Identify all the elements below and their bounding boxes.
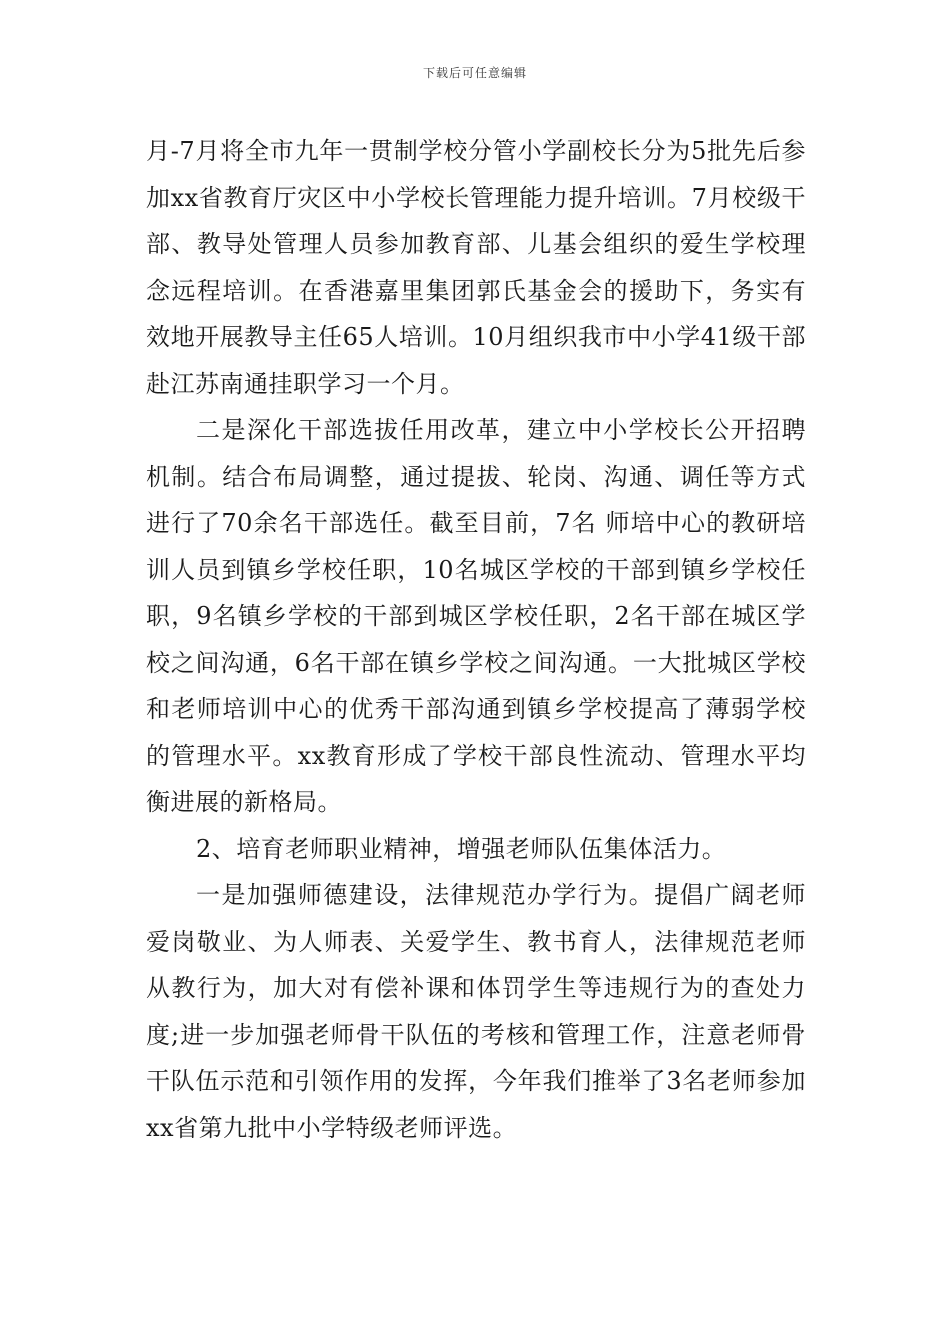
document-body xyxy=(146,128,806,1151)
paragraph-4: 一是加强师德建设，法律规范办学行为。提倡广阔老师爱岗敬业、为人师表、关爱学生、教书育人，法律规范老师从教行为，加大对有偿补课和体罚学生等违规行为的查处力度;进一步加强老师骨干队伍的考核和管理工作，注意老师骨干队伍示范和引领作用的发挥，今年我们推举了3名老师参加xx省第九批中小学特级老师评选。 xyxy=(146,881,806,1142)
paragraph-2: 二是深化干部选拔任用改革，建立中小学校长公开招聘机制。结合布局调整，通过提拔、轮岗、沟通、调任等方式进行了70余名干部选任。截至目前，7名 师培中心的教研培训人员到镇乡学校任职，10名城区学校的干部到镇乡学校任职，9名镇乡学校的干部到城区学校任职，2名干部在城区学校之间沟通，6名干部在镇乡学校之间沟通。一大批城区学校和老师培训中心的优秀干部沟通到镇乡学校提高了薄弱学校的管理水平。xx教育形成了学校干部良性流动、管理水平均衡进展的新格局。 xyxy=(146,416,806,816)
paragraph-3-heading: 2、培育老师职业精神，增强老师队伍集体活力。 xyxy=(196,834,727,863)
page-header: 下载后可任意编辑 xyxy=(422,66,527,80)
paragraph-1: 月-7月将全市九年一贯制学校分管小学副校长分为5批先后参加xx省教育厅灾区中小学校长管理能力提升培训。7月校级干部、教导处管理人员参加教育部、儿基会组织的爱生学校理念远程培训。在香港嘉里集团郭氏基金会的援助下，务实有效地开展教导主任65人培训。10月组织我市中小学41级干部赴江苏南通挂职学习一个月。 xyxy=(146,137,806,398)
